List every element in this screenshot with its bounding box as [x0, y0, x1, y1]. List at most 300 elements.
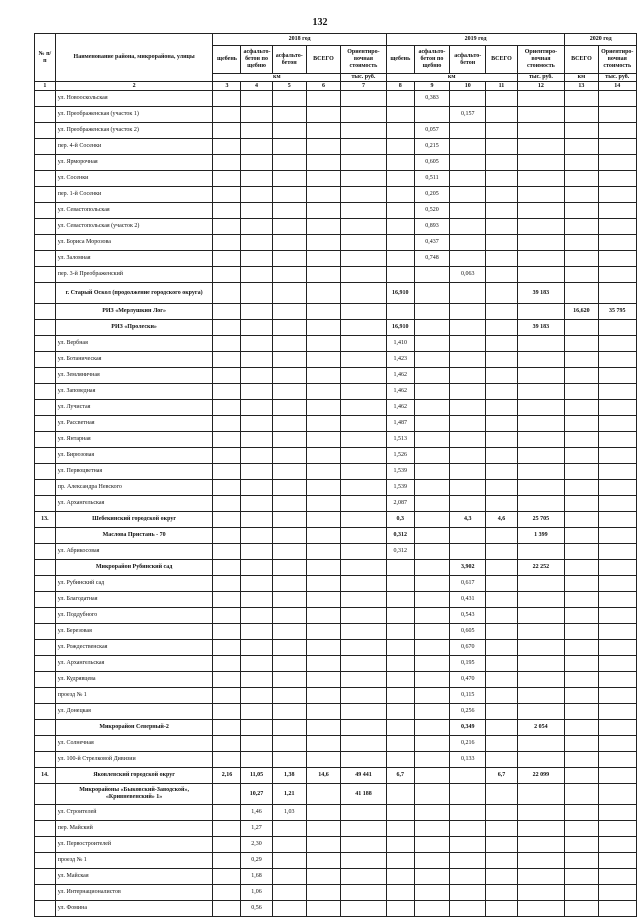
value-cell [565, 853, 598, 869]
value-cell [414, 576, 449, 592]
value-cell [414, 448, 449, 464]
value-cell [414, 592, 449, 608]
value-cell [386, 171, 414, 187]
table-row [35, 496, 637, 512]
value-cell [272, 320, 306, 336]
value-cell [517, 384, 565, 400]
value-cell: 0,511 [414, 171, 449, 187]
value-cell [241, 512, 272, 528]
value-cell [565, 624, 598, 640]
value-cell [341, 171, 387, 187]
row-number [35, 384, 56, 400]
value-cell [213, 784, 241, 805]
value-cell: 0,470 [450, 672, 486, 688]
value-cell [213, 107, 241, 123]
value-cell [306, 352, 340, 368]
value-cell [486, 320, 517, 336]
value-cell [241, 608, 272, 624]
value-cell [517, 432, 565, 448]
value-cell [486, 853, 517, 869]
row-number [35, 283, 56, 304]
value-cell [386, 853, 414, 869]
value-cell [306, 821, 340, 837]
value-cell [341, 704, 387, 720]
value-cell [386, 784, 414, 805]
row-number [35, 368, 56, 384]
value-cell [598, 368, 636, 384]
table-row [35, 853, 637, 869]
value-cell [272, 512, 306, 528]
value-cell [272, 837, 306, 853]
value-cell: 0,605 [450, 624, 486, 640]
value-cell [213, 480, 241, 496]
table-row [35, 640, 637, 656]
value-cell [241, 107, 272, 123]
value-cell: 6,7 [486, 768, 517, 784]
value-cell [241, 267, 272, 283]
value-cell [414, 704, 449, 720]
value-cell [565, 704, 598, 720]
value-cell [306, 448, 340, 464]
row-number [35, 123, 56, 139]
value-cell [306, 320, 340, 336]
value-cell [272, 91, 306, 107]
value-cell [486, 123, 517, 139]
value-cell [517, 544, 565, 560]
street-name: ул. Строителей [55, 805, 213, 821]
value-cell [272, 368, 306, 384]
value-cell [598, 576, 636, 592]
value-cell: 2,30 [241, 837, 272, 853]
table-row [35, 219, 637, 235]
value-cell [565, 736, 598, 752]
street-name: ул. Первостроителей [55, 837, 213, 853]
row-number [35, 853, 56, 869]
value-cell [486, 283, 517, 304]
value-cell [414, 672, 449, 688]
value-cell [414, 560, 449, 576]
value-cell [486, 384, 517, 400]
value-cell [598, 821, 636, 837]
street-name: пр. Александра Невского [55, 480, 213, 496]
value-cell [213, 512, 241, 528]
row-number [35, 155, 56, 171]
value-cell [306, 560, 340, 576]
value-cell: 1,46 [241, 805, 272, 821]
value-cell [341, 869, 387, 885]
value-cell [272, 853, 306, 869]
value-cell [213, 869, 241, 885]
section-heading: РИЗ «Пролески» [55, 320, 213, 336]
value-cell: 1,487 [386, 416, 414, 432]
value-cell [598, 544, 636, 560]
value-cell [414, 304, 449, 320]
value-cell [450, 869, 486, 885]
value-cell: 1,462 [386, 368, 414, 384]
value-cell [486, 720, 517, 736]
value-cell [598, 267, 636, 283]
value-cell [306, 736, 340, 752]
value-cell: 1,462 [386, 384, 414, 400]
row-number [35, 720, 56, 736]
value-cell [598, 736, 636, 752]
street-name: пер. 1-й Сосенки [55, 187, 213, 203]
value-cell [386, 219, 414, 235]
value-cell [272, 821, 306, 837]
value-cell [517, 400, 565, 416]
value-cell [213, 624, 241, 640]
value-cell [517, 624, 565, 640]
value-cell [306, 885, 340, 901]
value-cell [241, 187, 272, 203]
street-name: ул. Заповедная [55, 384, 213, 400]
street-name: ул. Благодатная [55, 592, 213, 608]
value-cell [565, 821, 598, 837]
value-cell [272, 688, 306, 704]
value-cell [386, 640, 414, 656]
value-cell [450, 432, 486, 448]
value-cell [341, 720, 387, 736]
value-cell [306, 432, 340, 448]
table-row [35, 837, 637, 853]
street-name: ул. Лучистая [55, 400, 213, 416]
value-cell [517, 267, 565, 283]
value-cell [272, 400, 306, 416]
value-cell [213, 352, 241, 368]
value-cell [272, 107, 306, 123]
table-row [35, 368, 637, 384]
page-number: 132 [312, 17, 328, 28]
value-cell [213, 368, 241, 384]
value-cell [306, 480, 340, 496]
value-cell [272, 736, 306, 752]
value-cell [341, 821, 387, 837]
value-cell [386, 736, 414, 752]
value-cell: 0,205 [414, 187, 449, 203]
value-cell [565, 496, 598, 512]
row-number [35, 576, 56, 592]
header-unit-rub-2018: тыс. руб. [341, 74, 387, 82]
value-cell [414, 283, 449, 304]
value-cell [565, 283, 598, 304]
value-cell: 35 795 [598, 304, 636, 320]
column-number: 11 [486, 82, 517, 91]
value-cell [450, 480, 486, 496]
row-number [35, 448, 56, 464]
value-cell [306, 107, 340, 123]
section-heading: Яковлевский городской округ [55, 768, 213, 784]
value-cell [306, 624, 340, 640]
value-cell [241, 320, 272, 336]
value-cell [565, 672, 598, 688]
table-row [35, 432, 637, 448]
street-name: ул. Интернационалистов [55, 885, 213, 901]
street-name: ул. Поддубного [55, 608, 213, 624]
row-number [35, 704, 56, 720]
value-cell [450, 416, 486, 432]
section-heading: Микрорайон Северный-2 [55, 720, 213, 736]
value-cell: 1,21 [272, 784, 306, 805]
street-name: ул. Севастопольская [55, 203, 213, 219]
table-row [35, 869, 637, 885]
value-cell [486, 107, 517, 123]
value-cell [341, 251, 387, 267]
value-cell [213, 560, 241, 576]
value-cell [486, 805, 517, 821]
value-cell [306, 384, 340, 400]
value-cell [306, 720, 340, 736]
value-cell [213, 528, 241, 544]
value-cell [241, 219, 272, 235]
table-body [35, 91, 637, 917]
value-cell [341, 528, 387, 544]
value-cell [486, 528, 517, 544]
value-cell [517, 251, 565, 267]
value-cell [213, 171, 241, 187]
value-cell [341, 544, 387, 560]
value-cell: 0,063 [450, 267, 486, 283]
street-name: ул. Солнечная [55, 736, 213, 752]
value-cell [272, 203, 306, 219]
header-unit-km-2018: км [213, 74, 341, 82]
value-cell [517, 171, 565, 187]
value-cell: 1,539 [386, 480, 414, 496]
value-cell [272, 576, 306, 592]
value-cell [386, 720, 414, 736]
row-number [35, 656, 56, 672]
street-name: ул. Вербная [55, 336, 213, 352]
value-cell [341, 592, 387, 608]
header-asfalt-po-shchebnyu-2018: асфальто-бетон по щебню [241, 46, 272, 74]
value-cell [386, 560, 414, 576]
value-cell [341, 416, 387, 432]
value-cell [213, 139, 241, 155]
value-cell [565, 869, 598, 885]
value-cell [213, 416, 241, 432]
value-cell [414, 640, 449, 656]
value-cell [341, 576, 387, 592]
value-cell [241, 400, 272, 416]
value-cell [598, 384, 636, 400]
value-cell [341, 560, 387, 576]
header-asfaltobeton-2018: асфальто-бетон [272, 46, 306, 74]
value-cell [517, 123, 565, 139]
value-cell [241, 464, 272, 480]
street-name: ул. Кудрявцева [55, 672, 213, 688]
value-cell [565, 416, 598, 432]
value-cell [306, 592, 340, 608]
value-cell [486, 704, 517, 720]
value-cell: 0,543 [450, 608, 486, 624]
row-number [35, 805, 56, 821]
value-cell [272, 416, 306, 432]
value-cell [272, 560, 306, 576]
value-cell [517, 821, 565, 837]
street-name: ул. Бирюзовая [55, 448, 213, 464]
value-cell [486, 544, 517, 560]
value-cell [241, 416, 272, 432]
value-cell [450, 784, 486, 805]
value-cell: 16,910 [386, 283, 414, 304]
value-cell [386, 672, 414, 688]
value-cell [517, 752, 565, 768]
street-name: ул. Майская [55, 869, 213, 885]
table-row [35, 512, 637, 528]
value-cell [213, 752, 241, 768]
value-cell: 6,7 [386, 768, 414, 784]
value-cell [386, 624, 414, 640]
table-row [35, 336, 637, 352]
row-number [35, 837, 56, 853]
value-cell [598, 155, 636, 171]
value-cell [386, 267, 414, 283]
value-cell [272, 267, 306, 283]
value-cell [598, 448, 636, 464]
value-cell [450, 320, 486, 336]
value-cell [565, 219, 598, 235]
column-number-row [35, 82, 637, 91]
value-cell [517, 736, 565, 752]
value-cell [598, 512, 636, 528]
header-cost-2019: Ориентиро-вочная стоимость [517, 46, 565, 74]
value-cell: 39 183 [517, 320, 565, 336]
value-cell [213, 464, 241, 480]
value-cell [517, 576, 565, 592]
value-cell [517, 304, 565, 320]
street-name: ул. Первоцветная [55, 464, 213, 480]
value-cell [486, 624, 517, 640]
value-cell [450, 821, 486, 837]
table-row [35, 464, 637, 480]
value-cell [565, 837, 598, 853]
value-cell [598, 560, 636, 576]
value-cell [386, 885, 414, 901]
value-cell [341, 432, 387, 448]
value-cell [517, 688, 565, 704]
value-cell [213, 203, 241, 219]
table-row [35, 672, 637, 688]
value-cell [486, 496, 517, 512]
column-number: 8 [386, 82, 414, 91]
value-cell [306, 656, 340, 672]
header-unit-rub-2019: тыс. руб. [517, 74, 565, 82]
value-cell [517, 219, 565, 235]
value-cell [565, 235, 598, 251]
value-cell [598, 219, 636, 235]
row-number [35, 640, 56, 656]
value-cell [565, 155, 598, 171]
value-cell [598, 480, 636, 496]
row-number [35, 171, 56, 187]
table-row [35, 448, 637, 464]
value-cell [414, 352, 449, 368]
value-cell: 0,383 [414, 91, 449, 107]
value-cell [306, 155, 340, 171]
street-name: проезд № 1 [55, 853, 213, 869]
value-cell [341, 885, 387, 901]
value-cell [341, 384, 387, 400]
value-cell [414, 805, 449, 821]
value-cell [565, 560, 598, 576]
value-cell [213, 219, 241, 235]
value-cell [598, 416, 636, 432]
value-cell [565, 384, 598, 400]
value-cell [486, 752, 517, 768]
value-cell [486, 91, 517, 107]
value-cell [486, 560, 517, 576]
value-cell [565, 432, 598, 448]
row-number [35, 336, 56, 352]
value-cell [241, 576, 272, 592]
value-cell [306, 528, 340, 544]
value-cell [486, 203, 517, 219]
value-cell [517, 640, 565, 656]
value-cell [213, 656, 241, 672]
row-number: 13. [35, 512, 56, 528]
value-cell [213, 123, 241, 139]
value-cell [517, 480, 565, 496]
value-cell [241, 336, 272, 352]
value-cell [598, 805, 636, 821]
value-cell [565, 544, 598, 560]
street-name: пер. Майский [55, 821, 213, 837]
value-cell [450, 283, 486, 304]
value-cell [341, 267, 387, 283]
value-cell [213, 448, 241, 464]
row-number [35, 400, 56, 416]
row-number [35, 736, 56, 752]
value-cell [414, 384, 449, 400]
value-cell [565, 336, 598, 352]
value-cell [565, 107, 598, 123]
value-cell [598, 528, 636, 544]
value-cell [414, 320, 449, 336]
value-cell [414, 752, 449, 768]
street-name: ул. Рождественская [55, 640, 213, 656]
value-cell [486, 235, 517, 251]
value-cell [414, 837, 449, 853]
value-cell [565, 464, 598, 480]
value-cell: 14,6 [306, 768, 340, 784]
value-cell [517, 464, 565, 480]
value-cell [450, 837, 486, 853]
value-cell [565, 608, 598, 624]
row-number [35, 432, 56, 448]
value-cell [450, 901, 486, 917]
value-cell [213, 901, 241, 917]
value-cell: 4,6 [486, 512, 517, 528]
value-cell [598, 139, 636, 155]
value-cell [414, 656, 449, 672]
value-cell [517, 448, 565, 464]
value-cell [272, 672, 306, 688]
table-row [35, 885, 637, 901]
value-cell [486, 821, 517, 837]
value-cell: 10,27 [241, 784, 272, 805]
value-cell [386, 901, 414, 917]
value-cell [341, 320, 387, 336]
value-cell [272, 432, 306, 448]
section-heading: Микрорайон Рубинский сад [55, 560, 213, 576]
column-number: 13 [565, 82, 598, 91]
value-cell [517, 235, 565, 251]
value-cell: 49 441 [341, 768, 387, 784]
value-cell [414, 901, 449, 917]
value-cell [565, 171, 598, 187]
value-cell [486, 672, 517, 688]
value-cell: 1,38 [272, 768, 306, 784]
value-cell [386, 251, 414, 267]
